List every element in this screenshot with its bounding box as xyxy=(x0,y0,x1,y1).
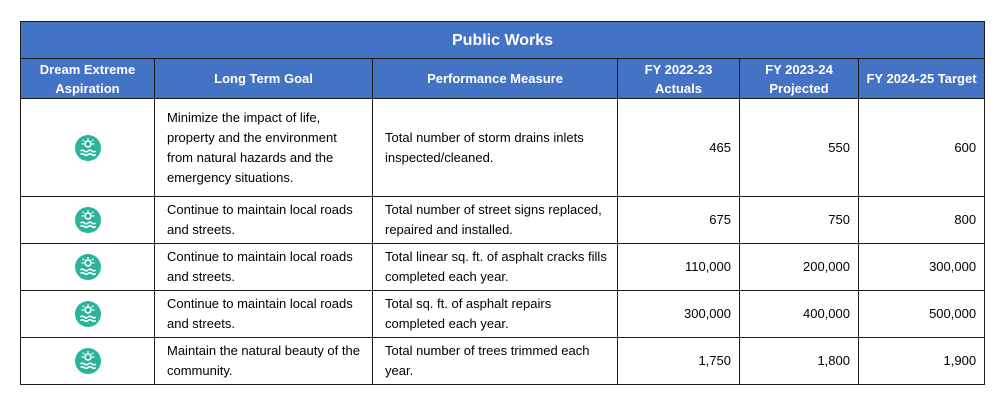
goal-cell: Minimize the impact of life, property and the environment from natural hazards and the emergency situations. xyxy=(155,99,373,197)
measure-cell: Total number of trees trimmed each year. xyxy=(373,338,618,385)
projected-cell: 400,000 xyxy=(740,291,859,338)
measure-cell: Total sq. ft. of asphalt repairs completed each year. xyxy=(373,291,618,338)
aspiration-cell xyxy=(21,99,155,197)
public-works-table-container xyxy=(20,21,984,385)
target-cell: 300,000 xyxy=(859,244,985,291)
table-row xyxy=(21,338,985,385)
table-title: Public Works xyxy=(21,22,985,59)
table-row xyxy=(21,99,985,197)
header-fy-2024-25-target: FY 2024-25 Target xyxy=(859,59,985,99)
header-row xyxy=(21,59,985,99)
target-cell: 500,000 xyxy=(859,291,985,338)
header-aspiration: Dream Extreme Aspiration xyxy=(21,59,155,99)
actuals-cell: 300,000 xyxy=(618,291,740,338)
goal-cell: Maintain the natural beauty of the community. xyxy=(155,338,373,385)
table-row xyxy=(21,244,985,291)
projected-cell: 550 xyxy=(740,99,859,197)
aspiration-cell xyxy=(21,197,155,244)
table-row xyxy=(21,291,985,338)
actuals-cell: 110,000 xyxy=(618,244,740,291)
water-environment-icon xyxy=(74,253,102,281)
table-row xyxy=(21,197,985,244)
aspiration-cell xyxy=(21,291,155,338)
target-cell: 1,900 xyxy=(859,338,985,385)
goal-cell: Continue to maintain local roads and streets. xyxy=(155,197,373,244)
goal-cell: Continue to maintain local roads and streets. xyxy=(155,291,373,338)
public-works-table xyxy=(20,21,985,385)
aspiration-cell xyxy=(21,338,155,385)
water-environment-icon xyxy=(74,347,102,375)
projected-cell: 200,000 xyxy=(740,244,859,291)
water-environment-icon xyxy=(74,300,102,328)
header-performance-measure: Performance Measure xyxy=(373,59,618,99)
target-cell: 800 xyxy=(859,197,985,244)
water-environment-icon xyxy=(74,206,102,234)
projected-cell: 1,800 xyxy=(740,338,859,385)
title-row xyxy=(21,22,985,59)
header-fy-2023-24-projected: FY 2023-24 Projected xyxy=(740,59,859,99)
target-cell: 600 xyxy=(859,99,985,197)
aspiration-cell xyxy=(21,244,155,291)
actuals-cell: 1,750 xyxy=(618,338,740,385)
goal-cell: Continue to maintain local roads and streets. xyxy=(155,244,373,291)
projected-cell: 750 xyxy=(740,197,859,244)
header-fy-2022-23-actuals: FY 2022-23 Actuals xyxy=(618,59,740,99)
measure-cell: Total number of storm drains inlets inspected/cleaned. xyxy=(373,99,618,197)
measure-cell: Total number of street signs replaced, repaired and installed. xyxy=(373,197,618,244)
actuals-cell: 675 xyxy=(618,197,740,244)
actuals-cell: 465 xyxy=(618,99,740,197)
header-long-term-goal: Long Term Goal xyxy=(155,59,373,99)
measure-cell: Total linear sq. ft. of asphalt cracks fills completed each year. xyxy=(373,244,618,291)
water-environment-icon xyxy=(74,134,102,162)
